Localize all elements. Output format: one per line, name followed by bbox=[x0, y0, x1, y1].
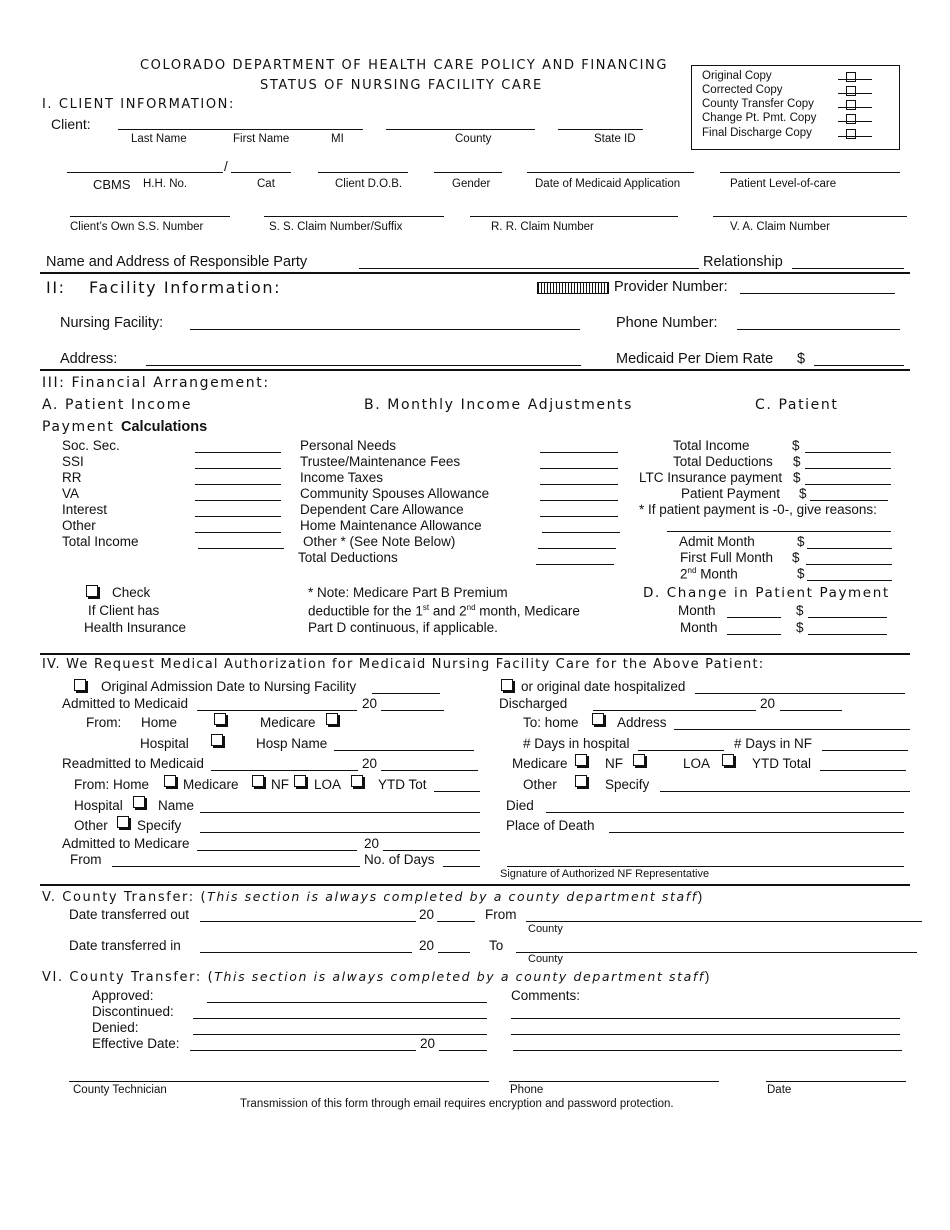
relationship-field[interactable] bbox=[792, 268, 904, 269]
other-specify-field[interactable] bbox=[200, 832, 480, 833]
original-hospitalized-field[interactable] bbox=[695, 693, 905, 694]
section-1-heading: I. CLIENT INFORMATION: bbox=[42, 97, 235, 112]
from-home-label: From: Home bbox=[74, 777, 150, 792]
year-prefix: 20 bbox=[362, 756, 378, 771]
to-home-label: To: home bbox=[523, 715, 579, 730]
dollar-sign: $ bbox=[797, 566, 805, 581]
month-label: Month bbox=[680, 620, 718, 635]
nursing-facility-field[interactable] bbox=[190, 329, 580, 330]
readmitted-medicaid-field[interactable] bbox=[211, 770, 358, 771]
ytd-total-label: YTD Total bbox=[752, 756, 812, 771]
phone-label: Phone bbox=[510, 1084, 544, 1096]
from-medicare-checkbox[interactable] bbox=[326, 713, 338, 725]
hh-number-field[interactable] bbox=[67, 172, 223, 173]
original-hospitalized-label: or original date hospitalized bbox=[521, 679, 686, 694]
original-hospitalized-checkbox[interactable] bbox=[501, 679, 513, 691]
per-diem-field[interactable] bbox=[814, 365, 904, 366]
from-label: From bbox=[485, 907, 517, 922]
relationship-label: Relationship bbox=[703, 254, 783, 270]
section-divider bbox=[40, 369, 910, 371]
from-county-field[interactable] bbox=[526, 921, 922, 922]
signature-field[interactable] bbox=[507, 866, 904, 867]
discharge-other-checkbox[interactable] bbox=[575, 775, 587, 787]
county-transfer-copy-checkbox[interactable] bbox=[846, 100, 856, 110]
final-discharge-copy-checkbox[interactable] bbox=[846, 129, 856, 139]
dependent-care-label: Dependent Care Allowance bbox=[300, 502, 464, 517]
year-prefix: 20 bbox=[419, 938, 435, 953]
income-taxes-label: Income Taxes bbox=[300, 470, 384, 485]
total-deductions-label: Total Deductions bbox=[298, 550, 398, 565]
va-field[interactable] bbox=[195, 500, 281, 501]
admit-month-label: Admit Month bbox=[679, 534, 755, 549]
copy-type-label: Corrected Copy bbox=[702, 84, 783, 96]
effective-date-field[interactable] bbox=[190, 1050, 416, 1051]
zero-payment-note: * If patient payment is -0-, give reasons: bbox=[639, 502, 877, 517]
copy-type-label: County Transfer Copy bbox=[702, 98, 814, 110]
admitted-medicare-year-field[interactable] bbox=[383, 850, 480, 851]
first-name-label: First Name bbox=[233, 133, 290, 145]
medicare-note-line3: Part D continuous, if applicable. bbox=[308, 620, 498, 635]
ss-claim-label: S. S. Claim Number/Suffix bbox=[269, 221, 403, 233]
ytd-tot-label: YTD Tot bbox=[378, 777, 427, 792]
ssi-label: SSI bbox=[62, 454, 84, 469]
nursing-facility-label: Nursing Facility: bbox=[60, 315, 164, 331]
discharge-address-label: Address bbox=[617, 715, 667, 730]
days-in-hospital-label: # Days in hospital bbox=[523, 736, 630, 751]
section-6-heading: VI. County Transfer: (This section is always completed by a county department staff) bbox=[42, 969, 710, 985]
medicaid-application-label: Date of Medicaid Application bbox=[535, 178, 681, 190]
admitted-medicare-field[interactable] bbox=[197, 850, 357, 851]
specify-label: Specify bbox=[605, 777, 650, 792]
client-name-field[interactable] bbox=[118, 129, 363, 130]
hosp-name-field[interactable] bbox=[334, 750, 474, 751]
home-label: Home bbox=[141, 715, 178, 730]
per-diem-label: Medicaid Per Diem Rate bbox=[616, 351, 774, 367]
patient-heading: C. Patient bbox=[755, 397, 839, 413]
transferred-out-year-field[interactable] bbox=[437, 921, 475, 922]
ss-number-label: Client’s Own S.S. Number bbox=[70, 221, 204, 233]
date-field[interactable] bbox=[766, 1081, 906, 1082]
readmit-other-checkbox[interactable] bbox=[117, 816, 129, 828]
income-adjustments-heading: B. Monthly Income Adjustments bbox=[364, 397, 634, 413]
county-field[interactable] bbox=[386, 129, 535, 130]
section-5-heading: V. County Transfer: (This section is always completed by a county department staff) bbox=[42, 889, 703, 905]
specify-label: Specify bbox=[137, 818, 182, 833]
discharge-specify-field[interactable] bbox=[660, 791, 910, 792]
ytd-total-field[interactable] bbox=[820, 770, 906, 771]
signature-label: Signature of Authorized NF Representative bbox=[500, 868, 710, 880]
admitted-medicaid-label: Admitted to Medicaid bbox=[62, 696, 189, 711]
hospital-label: Hospital bbox=[74, 798, 123, 813]
state-id-label: State ID bbox=[594, 133, 636, 145]
rr-claim-label: R. R. Claim Number bbox=[491, 221, 594, 233]
days-in-hospital-field[interactable] bbox=[638, 750, 724, 751]
soc-sec-label: Soc. Sec. bbox=[62, 438, 120, 453]
interest-label: Interest bbox=[62, 502, 108, 517]
spouse-allowance-label: Community Spouses Allowance bbox=[300, 486, 490, 501]
home-maintenance-label: Home Maintenance Allowance bbox=[300, 518, 482, 533]
health-insurance-label: Health Insurance bbox=[84, 620, 187, 635]
level-of-care-field[interactable] bbox=[720, 172, 900, 173]
effective-year-field[interactable] bbox=[439, 1050, 487, 1051]
date-transferred-in-label: Date transferred in bbox=[69, 938, 181, 953]
admitted-medicare-label: Admitted to Medicare bbox=[62, 836, 190, 851]
approved-field[interactable] bbox=[207, 1002, 487, 1003]
medicare-label: Medicare bbox=[183, 777, 239, 792]
other-adjustment-label: Other * (See Note Below) bbox=[303, 534, 456, 549]
comments-field-1[interactable] bbox=[511, 1018, 900, 1019]
change-pt-pmt-copy-checkbox[interactable] bbox=[846, 114, 856, 124]
income-taxes-field[interactable] bbox=[540, 484, 618, 485]
county-label: County bbox=[528, 953, 563, 965]
readmitted-medicaid-label: Readmitted to Medicaid bbox=[62, 756, 204, 771]
original-admission-checkbox[interactable] bbox=[74, 679, 86, 691]
check-label: Check bbox=[112, 585, 151, 600]
rr-claim-field[interactable] bbox=[470, 216, 678, 217]
month-label: Month bbox=[678, 603, 716, 618]
department-title: COLORADO DEPARTMENT OF HEALTH CARE POLICY AND FINANCING bbox=[140, 58, 669, 73]
hosp-name-label: Hosp Name bbox=[256, 736, 328, 751]
loa-label: LOA bbox=[683, 756, 711, 771]
from-label: From: bbox=[86, 715, 122, 730]
readmit-nf-checkbox[interactable] bbox=[294, 775, 306, 787]
denied-field[interactable] bbox=[193, 1034, 487, 1035]
section-2-number: II: bbox=[46, 278, 66, 297]
gender-field[interactable] bbox=[434, 172, 502, 173]
discharged-field[interactable] bbox=[593, 710, 756, 711]
section-divider bbox=[40, 272, 910, 274]
comments-field-3[interactable] bbox=[513, 1050, 902, 1051]
medicare-note-line2: deductible for the 1st and 2nd month, Medicare bbox=[308, 603, 580, 619]
place-of-death-field[interactable] bbox=[609, 832, 904, 833]
copy-type-label: Change Pt. Pmt. Copy bbox=[702, 112, 817, 124]
phone-number-field[interactable] bbox=[737, 329, 900, 330]
ytd-tot-field[interactable] bbox=[434, 791, 480, 792]
readmitted-year-field[interactable] bbox=[381, 770, 478, 771]
readmit-loa-checkbox[interactable] bbox=[351, 775, 363, 787]
personal-needs-label: Personal Needs bbox=[300, 438, 397, 453]
patient-income-heading: A. Patient Income bbox=[42, 397, 193, 413]
discharged-label: Discharged bbox=[499, 696, 568, 711]
no-of-days-field[interactable] bbox=[443, 866, 480, 867]
nf-label: NF bbox=[271, 777, 289, 792]
hospital-label: Hospital bbox=[140, 736, 189, 751]
readmit-home-checkbox[interactable] bbox=[164, 775, 176, 787]
slash: / bbox=[224, 159, 228, 174]
copy-type-box bbox=[691, 65, 900, 150]
mi-label: MI bbox=[331, 133, 344, 145]
other-adjustment-field[interactable] bbox=[538, 548, 616, 549]
calc-total-income-label: Total Income bbox=[673, 438, 750, 453]
dollar-sign: $ bbox=[799, 486, 807, 501]
first-full-month-field[interactable] bbox=[806, 564, 892, 565]
discontinued-label: Discontinued: bbox=[92, 1004, 174, 1019]
ssi-field[interactable] bbox=[195, 468, 281, 469]
nf-label: NF bbox=[605, 756, 623, 771]
zero-payment-reason-field[interactable] bbox=[667, 531, 891, 532]
date-label: Date bbox=[767, 1084, 792, 1096]
gender-label: Gender bbox=[452, 178, 491, 190]
comments-label: Comments: bbox=[511, 988, 581, 1003]
trustee-fees-label: Trustee/Maintenance Fees bbox=[300, 454, 461, 469]
dollar-sign: $ bbox=[792, 550, 800, 565]
home-maintenance-field[interactable] bbox=[542, 532, 620, 533]
year-prefix: 20 bbox=[419, 907, 435, 922]
change-payment-heading: D. Change in Patient Payment bbox=[643, 585, 890, 601]
date-transferred-out-label: Date transferred out bbox=[69, 907, 190, 922]
effective-date-label: Effective Date: bbox=[92, 1036, 180, 1051]
dollar-sign: $ bbox=[793, 470, 801, 485]
original-copy-checkbox[interactable] bbox=[846, 72, 856, 82]
address-label: Address: bbox=[60, 351, 118, 367]
from-label: From bbox=[70, 852, 102, 867]
change-amount-1-field[interactable] bbox=[808, 617, 887, 618]
county-technician-label: County Technician bbox=[73, 1084, 167, 1096]
copy-type-label: Final Discharge Copy bbox=[702, 127, 812, 139]
discharge-address-field[interactable] bbox=[674, 729, 910, 730]
copy-type-label: Original Copy bbox=[702, 70, 772, 82]
calc-total-deductions-label: Total Deductions bbox=[673, 454, 773, 469]
ss-claim-field[interactable] bbox=[264, 216, 444, 217]
dollar-sign: $ bbox=[797, 534, 805, 549]
responsible-party-label: Name and Address of Responsible Party bbox=[46, 254, 308, 270]
calc-total-income-field[interactable] bbox=[805, 452, 891, 453]
other-label: Other bbox=[523, 777, 557, 792]
patient-payment-field[interactable] bbox=[810, 500, 888, 501]
approved-label: Approved: bbox=[92, 988, 154, 1003]
hospital-name-field[interactable] bbox=[200, 812, 480, 813]
corrected-copy-checkbox[interactable] bbox=[846, 86, 856, 96]
rr-field[interactable] bbox=[195, 484, 281, 485]
provider-number-field[interactable] bbox=[740, 293, 895, 294]
to-label: To bbox=[489, 938, 504, 953]
no-of-days-label: No. of Days bbox=[364, 852, 435, 867]
phone-field[interactable] bbox=[509, 1081, 719, 1082]
personal-needs-field[interactable] bbox=[540, 452, 618, 453]
interest-field[interactable] bbox=[195, 516, 281, 517]
to-county-field[interactable] bbox=[516, 952, 917, 953]
cat-label: Cat bbox=[257, 178, 275, 190]
soc-sec-field[interactable] bbox=[195, 452, 281, 453]
discharge-loa-checkbox[interactable] bbox=[722, 754, 734, 766]
original-admission-label: Original Admission Date to Nursing Facility bbox=[101, 679, 357, 694]
calc-total-deductions-field[interactable] bbox=[805, 468, 891, 469]
from-home-checkbox[interactable] bbox=[214, 713, 226, 725]
medicare-label: Medicare bbox=[260, 715, 316, 730]
cbms-label: CBMS bbox=[93, 177, 131, 192]
dollar-sign: $ bbox=[793, 454, 801, 469]
dollar-sign: $ bbox=[796, 603, 804, 618]
barcode bbox=[537, 282, 609, 294]
medicare-label: Medicare bbox=[512, 756, 568, 771]
year-prefix: 20 bbox=[362, 696, 378, 711]
county-label: County bbox=[528, 923, 563, 935]
dollar-sign: $ bbox=[797, 351, 806, 367]
state-id-field[interactable] bbox=[558, 129, 643, 130]
ss-number-field[interactable] bbox=[70, 216, 230, 217]
discharged-year-field[interactable] bbox=[780, 710, 842, 711]
year-prefix: 20 bbox=[420, 1036, 436, 1051]
first-full-month-label: First Full Month bbox=[680, 550, 774, 565]
medicaid-application-date-field[interactable] bbox=[527, 172, 694, 173]
change-amount-2-field[interactable] bbox=[808, 634, 887, 635]
section-4-heading: IV. We Request Medical Authorization for Medicaid Nursing Facility Care for the Above Patient: bbox=[42, 657, 765, 672]
address-field[interactable] bbox=[146, 365, 581, 366]
admit-month-field[interactable] bbox=[807, 548, 892, 549]
died-field[interactable] bbox=[546, 812, 904, 813]
name-label: Name bbox=[158, 798, 195, 813]
phone-number-label: Phone Number: bbox=[616, 315, 718, 331]
total-deductions-field[interactable] bbox=[536, 564, 614, 565]
section-divider bbox=[40, 653, 910, 655]
client-label: Client: bbox=[51, 116, 91, 132]
original-admission-field[interactable] bbox=[372, 693, 440, 694]
dob-label: Client D.O.B. bbox=[335, 178, 403, 190]
comments-field-2[interactable] bbox=[511, 1034, 900, 1035]
trustee-fees-field[interactable] bbox=[540, 468, 618, 469]
to-home-checkbox[interactable] bbox=[592, 713, 604, 725]
provider-number-label: Provider Number: bbox=[614, 279, 728, 295]
ltc-insurance-field[interactable] bbox=[805, 484, 891, 485]
total-income-label: Total Income bbox=[62, 534, 139, 549]
medicare-from-field[interactable] bbox=[112, 866, 360, 867]
place-of-death-label: Place of Death bbox=[506, 818, 595, 833]
died-label: Died bbox=[506, 798, 534, 813]
readmit-hospital-checkbox[interactable] bbox=[133, 796, 145, 808]
second-month-field[interactable] bbox=[807, 580, 892, 581]
discontinued-field[interactable] bbox=[193, 1018, 487, 1019]
va-claim-field[interactable] bbox=[713, 216, 907, 217]
admitted-medicaid-year-field[interactable] bbox=[381, 710, 444, 711]
county-label: County bbox=[455, 133, 492, 145]
va-claim-label: V. A. Claim Number bbox=[730, 221, 830, 233]
if-client-label: If Client has bbox=[88, 603, 160, 618]
section-3-heading: III: Financial Arrangement: bbox=[42, 375, 270, 391]
date-transferred-in-field[interactable] bbox=[200, 952, 412, 953]
other-income-field[interactable] bbox=[195, 532, 281, 533]
calculations-heading: Calculations bbox=[121, 419, 208, 435]
level-of-care-label: Patient Level-of-care bbox=[730, 178, 837, 190]
days-in-nf-field[interactable] bbox=[822, 750, 908, 751]
other-label: Other bbox=[62, 518, 96, 533]
date-transferred-out-field[interactable] bbox=[200, 921, 416, 922]
ltc-insurance-label: LTC Insurance payment bbox=[639, 470, 783, 485]
loa-label: LOA bbox=[314, 777, 342, 792]
footer-note: Transmission of this form through email requires encryption and password protection. bbox=[240, 1098, 674, 1110]
dob-field[interactable] bbox=[318, 172, 408, 173]
second-month-label: 2nd Month bbox=[680, 566, 738, 582]
days-in-nf-label: # Days in NF bbox=[734, 736, 813, 751]
discharge-nf-checkbox[interactable] bbox=[633, 754, 645, 766]
county-technician-field[interactable] bbox=[69, 1081, 489, 1082]
form-title: STATUS OF NURSING FACILITY CARE bbox=[260, 78, 543, 93]
rr-label: RR bbox=[62, 470, 82, 485]
health-insurance-checkbox[interactable] bbox=[86, 585, 98, 597]
dollar-sign: $ bbox=[792, 438, 800, 453]
denied-label: Denied: bbox=[92, 1020, 139, 1035]
section-2-heading: Facility Information: bbox=[89, 278, 282, 297]
discharge-medicare-checkbox[interactable] bbox=[575, 754, 587, 766]
admitted-medicaid-field[interactable] bbox=[197, 710, 357, 711]
year-prefix: 20 bbox=[364, 836, 380, 851]
transferred-in-year-field[interactable] bbox=[438, 952, 470, 953]
payment-heading: Payment bbox=[42, 419, 115, 435]
total-income-field[interactable] bbox=[198, 548, 284, 549]
last-name-label: Last Name bbox=[131, 133, 187, 145]
hh-no-label: H.H. No. bbox=[143, 178, 188, 190]
patient-payment-label: Patient Payment bbox=[681, 486, 781, 501]
responsible-party-field[interactable] bbox=[359, 268, 699, 269]
dollar-sign: $ bbox=[796, 620, 804, 635]
spouse-allowance-field[interactable] bbox=[540, 500, 618, 501]
other-label: Other bbox=[74, 818, 108, 833]
from-hospital-checkbox[interactable] bbox=[211, 734, 223, 746]
year-prefix: 20 bbox=[760, 696, 776, 711]
dependent-care-field[interactable] bbox=[540, 516, 618, 517]
medicare-note-line1: * Note: Medicare Part B Premium bbox=[308, 585, 508, 600]
change-month-2-field[interactable] bbox=[727, 634, 781, 635]
change-month-1-field[interactable] bbox=[727, 617, 781, 618]
readmit-medicare-checkbox[interactable] bbox=[252, 775, 264, 787]
cat-field[interactable] bbox=[231, 172, 291, 173]
section-divider bbox=[40, 884, 910, 886]
va-label: VA bbox=[62, 486, 80, 501]
